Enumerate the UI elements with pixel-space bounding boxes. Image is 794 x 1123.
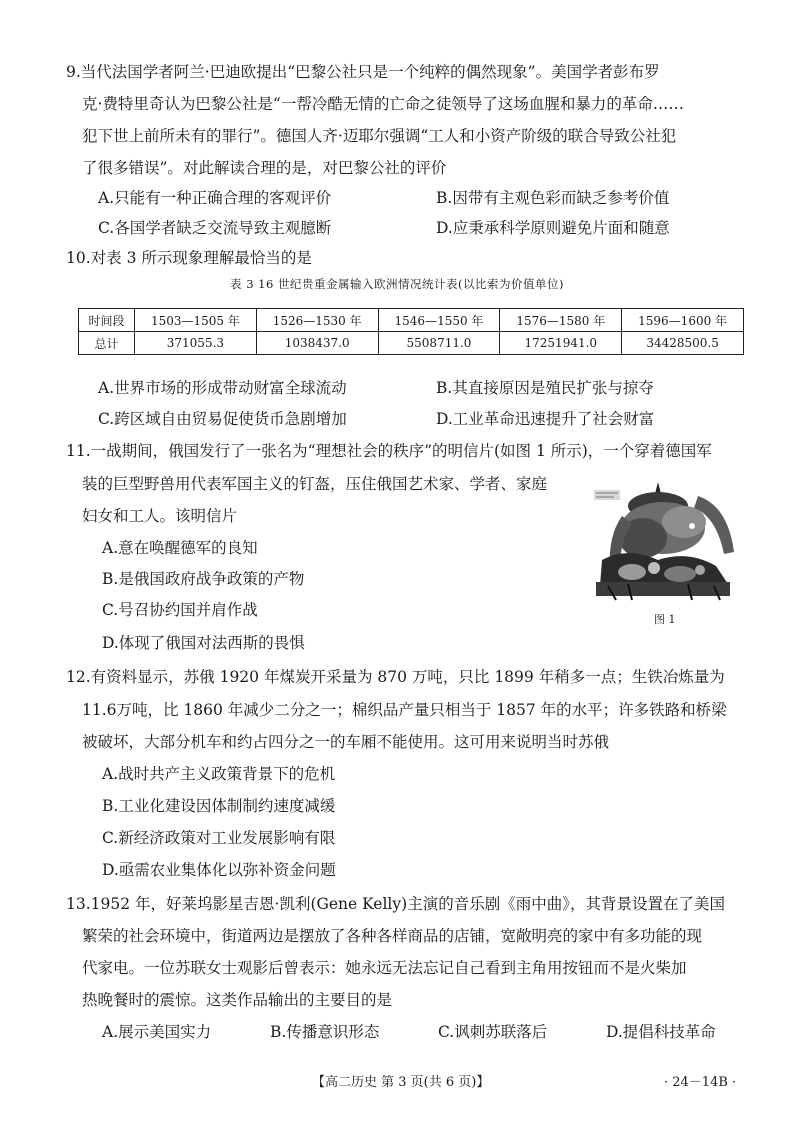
table-header-cell: 时间段: [79, 309, 135, 332]
q12-option-b: B.工业化建设因体制制约速度减缓: [102, 797, 336, 815]
table-header-cell: 1596—1600 年: [622, 309, 744, 332]
q12-option-a: A.战时共产主义政策背景下的危机: [102, 765, 336, 783]
page-footer: 【高二历史 第 3 页(共 6 页)】: [312, 1075, 490, 1090]
q12-line-3: 被破坏，大部分机车和约占四分之一的车厢不能使用。这可用来说明当时苏俄: [82, 733, 610, 751]
page-code: · 24－14B ·: [664, 1075, 737, 1090]
table-cell: 34428500.5: [622, 332, 744, 355]
figure-1-label: 图 1: [654, 613, 676, 626]
q11-line-3: 妇女和工人。该明信片: [82, 507, 238, 525]
table-header-cell: 1546—1550 年: [378, 309, 500, 332]
q9-option-b: B.因带有主观色彩而缺乏参考价值: [436, 189, 670, 207]
q13-line-2: 繁荣的社会环境中，街道两边是摆放了各种各样商品的店铺，宽敞明亮的家中有多功能的现: [82, 927, 703, 945]
q12-option-c: C.新经济政策对工业发展影响有限: [102, 829, 336, 847]
q13-option-b: B.传播意识形态: [270, 1023, 380, 1041]
q13-option-c: C.讽刺苏联落后: [438, 1023, 548, 1041]
q12-line-2: 11.6万吨，比 1860 年减少二分之一；棉织品产量只相当于 1857 年的水平；许多铁路和桥梁: [82, 701, 727, 719]
table-header-cell: 1576—1580 年: [500, 309, 622, 332]
q11-option-a: A.意在唤醒德军的良知: [102, 539, 258, 557]
table-cell: 1038437.0: [256, 332, 378, 355]
q13-line-1: 13.1952 年，好莱坞影星吉恩·凯利(Gene Kelly)主演的音乐剧《雨中曲》，其背景设置在了美国: [66, 895, 725, 913]
q13-option-d: D.提倡科技革命: [606, 1023, 716, 1041]
q10-option-d: D.工业革命迅速提升了社会财富: [436, 410, 655, 428]
q13-line-3: 代家电。一位苏联女士观影后曾表示：她永远无法忘记自己看到主角用按钮而不是火柴加: [82, 959, 687, 977]
q9-line-3: 犯下世上前所未有的罪行”。德国人齐·迈耶尔强调“工人和小资产阶级的联合导致公社犯: [82, 127, 677, 145]
q13-option-a: A.展示美国实力: [102, 1023, 212, 1041]
q9-line-4: 了很多错误”。对此解读合理的是，对巴黎公社的评价: [82, 159, 447, 177]
q9-option-c: C.各国学者缺乏交流导致主观臆断: [98, 219, 332, 237]
q11-line-2: 装的巨型野兽用代表军国主义的钉盔，压住俄国艺术家、学者、家庭: [82, 475, 548, 493]
table-cell: 371055.3: [135, 332, 257, 355]
q9-line-2: 克·费特里奇认为巴黎公社是“一帮冷酷无情的亡命之徒领导了这场血腥和暴力的革命……: [82, 95, 684, 113]
table-cell: 总计: [79, 332, 135, 355]
q11-option-c: C.号召协约国并肩作战: [102, 601, 258, 619]
postcard-illustration-icon: [588, 476, 738, 604]
q11-option-d: D.体现了俄国对法西斯的畏惧: [102, 634, 305, 652]
q12-option-d: D.亟需农业集体化以弥补资金问题: [102, 861, 336, 879]
q13-line-4: 热晚餐时的震惊。这类作品输出的主要目的是: [82, 991, 393, 1009]
table-header-cell: 1526—1530 年: [256, 309, 378, 332]
precious-metal-table: [78, 308, 744, 355]
q10-option-c: C.跨区域自由贸易促使货币急剧增加: [98, 410, 347, 428]
table-cell: 17251941.0: [500, 332, 622, 355]
table-header-row: [79, 309, 744, 332]
table-row: [79, 332, 744, 355]
q9-line-1: 9.当代法国学者阿兰·巴迪欧提出“巴黎公社只是一个纯粹的偶然现象”。美国学者彭布罗: [66, 63, 660, 81]
q9-option-d: D.应秉承科学原则避免片面和随意: [436, 219, 670, 237]
q12-line-1: 12.有资料显示，苏俄 1920 年煤炭开采量为 870 万吨，只比 1899 年稍多一点；生铁冶炼量为: [66, 668, 725, 686]
table-caption: 表 3 16 世纪贵重金属输入欧洲情况统计表(以比索为价值单位): [230, 277, 564, 291]
q11-option-b: B.是俄国政府战争政策的产物: [102, 570, 305, 588]
q10-option-a: A.世界市场的形成带动财富全球流动: [98, 379, 347, 397]
q10-stem: 10.对表 3 所示现象理解最恰当的是: [66, 249, 312, 267]
q10-option-b: B.其直接原因是殖民扩张与掠夺: [436, 379, 654, 397]
table-cell: 5508711.0: [378, 332, 500, 355]
q11-line-1: 11.一战期间，俄国发行了一张名为“理想社会的秩序”的明信片(如图 1 所示)，一个穿着德国军: [66, 442, 712, 460]
q9-option-a: A.只能有一种正确合理的客观评价: [98, 189, 332, 207]
table-header-cell: 1503—1505 年: [135, 309, 257, 332]
